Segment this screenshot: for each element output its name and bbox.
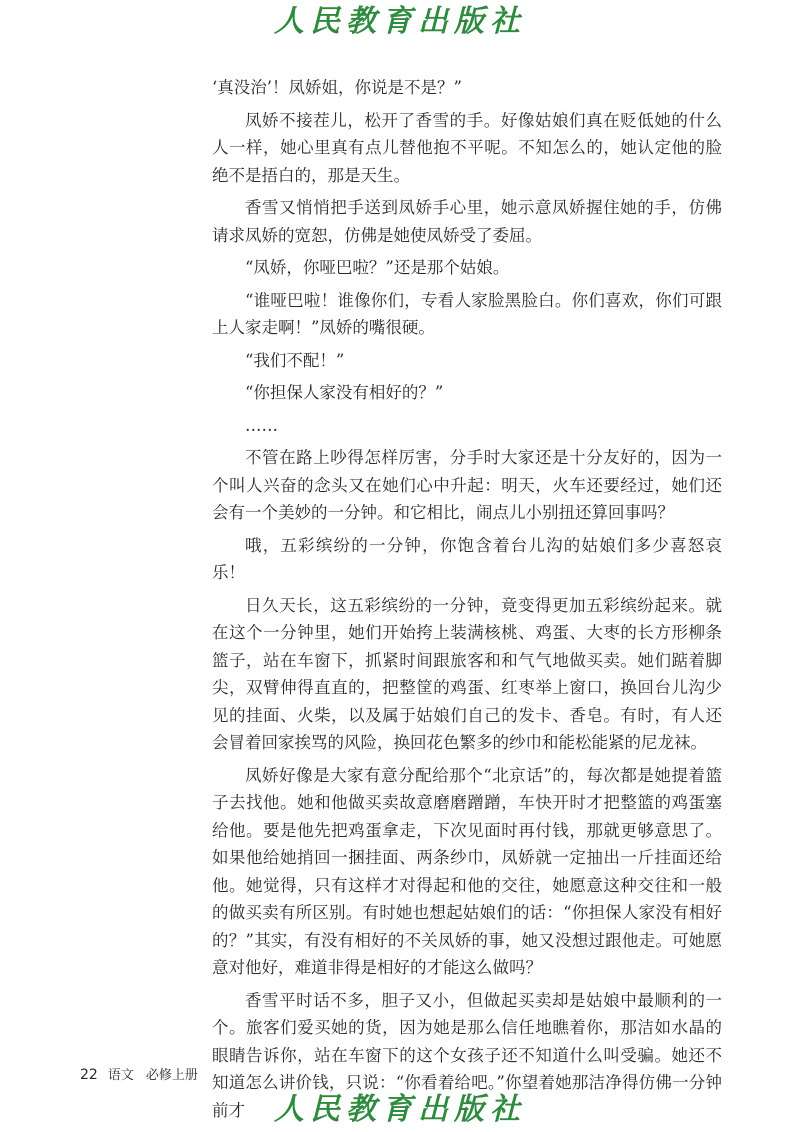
paragraph: 哦，五彩缤纷的一分钟，你饱含着台儿沟的姑娘们多少喜怒哀乐！ [212,535,722,582]
article-body [212,74,722,1129]
publisher-logo-bottom: 人民教育出版社 [274,1092,526,1127]
paragraph: ‘真没治’！凤娇姐，你说是不是？” [212,78,462,97]
book-label: 必修上册 [145,1068,198,1083]
paragraph: “凤娇，你哑巴啦？”还是那个姑娘。 [245,258,510,277]
paragraph: “我们不配！” [245,350,345,370]
paragraph: 凤娇不接茬儿，松开了香雪的手。好像姑娘们真在贬低她的什么人一样，她心里真有点儿替他抱不平呢。不知怎么的，她认定他的脸绝不是捂白的，那是天生。 [212,110,722,185]
paragraph: 不管在路上吵得怎样厉害，分手时大家还是十分友好的，因为一个叫人兴奋的念头又在她们心中升起：明天，火车还要经过，她们还会有一个美妙的一分钟。和它相比，闹点儿小别扭还算回事吗？ [212,448,722,522]
subject-label: 语文 [107,1068,134,1083]
publisher-logo-top: 人民教育出版社 [274,4,526,39]
paragraph: 香雪又悄悄把手送到凤娇手心里，她示意凤娇握住她的手，仿佛请求凤娇的宽恕，仿佛是她使凤娇受了委屈。 [212,198,722,245]
paragraph: “你担保人家没有相好的？” [245,383,444,402]
page-footer [80,1064,198,1083]
paragraph: 日久天长，这五彩缤纷的一分钟，竟变得更加五彩缤纷起来。就在这个一分钟里，她们开始挎上装满核桃、鸡蛋、大枣的长方形柳条篮子，站在车窗下，抓紧时间跟旅客和和气气地做买卖。她们踮着脚尖，双臂伸得直直的，把整筐的鸡蛋、红枣举上窗口，换回台儿沟少见的挂面、火柴，以及属于姑娘们自己的发卡、香皂。有时，有人还会冒着回家挨骂的风险，换回花色繁多的纱巾和能松能紧的尼龙袜。 [212,595,722,752]
paragraph: “谁哑巴啦！谁像你们，专看人家脸黑脸白。你们喜欢，你们可跟上人家走啊！”凤娇的嘴很硬。 [212,290,722,337]
paragraph: 凤娇好像是大家有意分配给那个“北京话”的，每次都是她提着篮子去找他。她和他做买卖故意磨磨蹭蹭，车快开时才把整篮的鸡蛋塞给他。要是他先把鸡蛋拿走，下次见面时再付钱，那就更够意思了。如果他给她捎回一捆挂面、两条纱巾，凤娇就一定抽出一斤挂面还给他。她觉得，只有这样才对得起和他的交往，她愿意这种交往和一般的做买卖有所区别。有时她也想起姑娘们的话：“你担保人家没有相好的？”其实，有没有相好的不关凤娇的事，她又没想过跟他走。可她愿意对他好，难道非得是相好的才能这么做吗？ [212,765,722,977]
paragraph: 香雪平时话不多，胆子又小，但做起买卖却是姑娘中最顺利的一个。旅客们爱买她的货，因为她是那么信任地瞧着你，那洁如水晶的眼睛告诉你，站在车窗下的这个女孩子还不知道什么叫受骗。她还不知道怎么讲价钱，只说：“你看着给吧。”你望着她那洁净得仿佛一分钟前才 [212,990,722,1120]
page-number: 22 [80,1067,98,1083]
paragraph: …… [245,415,278,435]
